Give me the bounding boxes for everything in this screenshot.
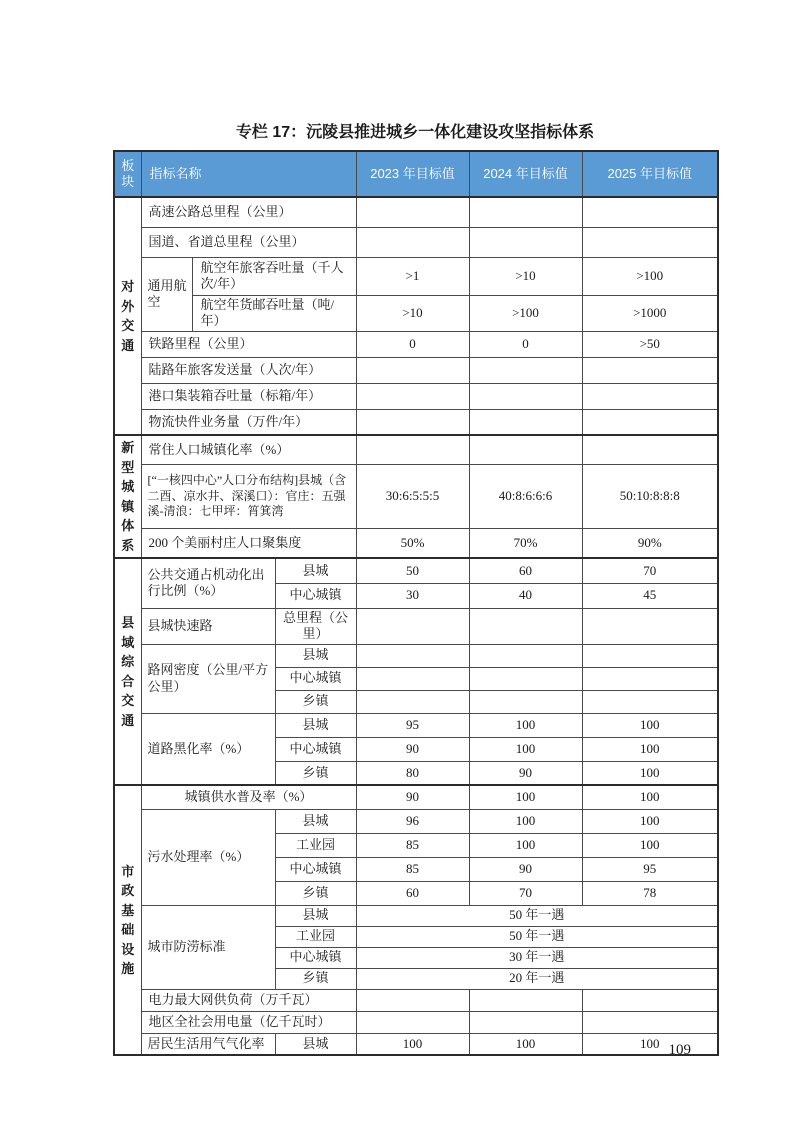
indicator-name-cell: 港口集装箱吞吐量（标箱/年） bbox=[141, 383, 356, 409]
value-2024-cell: 40 bbox=[469, 583, 582, 608]
section-label bbox=[114, 558, 141, 785]
indicator-sub-cell: 总里程（公里） bbox=[275, 608, 356, 644]
value-2023-cell: 50 bbox=[356, 558, 469, 583]
indicator-name-cell: 200 个美丽村庄人口聚集度 bbox=[141, 528, 356, 558]
header-section-col: 板块 bbox=[114, 151, 141, 197]
section-label bbox=[114, 785, 141, 1055]
indicator-name-cell: 铁路里程（公里） bbox=[141, 331, 356, 357]
indicator-group-cell: 城市防涝标准 bbox=[141, 905, 275, 989]
indicator-sub-cell: 乡镇 bbox=[275, 881, 356, 905]
indicator-sub-cell: 县城 bbox=[275, 644, 356, 667]
section-external-transport bbox=[114, 197, 718, 435]
table-row bbox=[114, 713, 718, 737]
value-2024-cell: >100 bbox=[469, 295, 582, 331]
table-row bbox=[114, 528, 718, 558]
value-2025-cell: 100 bbox=[582, 713, 718, 737]
value-2023-cell bbox=[356, 383, 469, 409]
indicator-sub-cell: 航空年旅客吞吐量（千人次/年） bbox=[192, 257, 356, 295]
header-2023-col: 2023 年目标值 bbox=[356, 151, 469, 197]
indicator-sub-cell: 中心城镇 bbox=[275, 857, 356, 881]
value-2024-cell bbox=[469, 608, 582, 644]
indicator-name-cell: 国道、省道总里程（公里） bbox=[141, 227, 356, 257]
value-2025-cell: >50 bbox=[582, 331, 718, 357]
value-2023-cell: 0 bbox=[356, 331, 469, 357]
indicator-sub-cell: 县城 bbox=[275, 1033, 356, 1055]
page-title: 专栏 17：沅陵县推进城乡一体化建设攻坚指标体系 bbox=[235, 124, 595, 141]
value-2024-cell: 40:8:6:6:6 bbox=[469, 465, 582, 529]
value-2025-cell bbox=[582, 1011, 718, 1033]
value-2023-cell: 95 bbox=[356, 713, 469, 737]
value-2023-cell bbox=[356, 989, 469, 1011]
table-row bbox=[114, 809, 718, 833]
indicator-group-cell: 公共交通占机动化出行比例（%） bbox=[141, 558, 275, 608]
indicator-group-cell: 道路黑化率（%） bbox=[141, 713, 275, 785]
table-row bbox=[114, 989, 718, 1011]
value-2024-cell: 90 bbox=[469, 857, 582, 881]
value-2025-cell: 100 bbox=[582, 761, 718, 785]
indicator-sub-cell: 航空年货邮吞吐量（吨/年） bbox=[192, 295, 356, 331]
indicator-sub-cell: 县城 bbox=[275, 905, 356, 926]
table-row bbox=[114, 197, 718, 227]
indicator-sub-cell: 中心城镇 bbox=[275, 667, 356, 690]
value-2023-cell bbox=[356, 690, 469, 713]
section-municipal-infrastructure bbox=[114, 785, 718, 1055]
value-2023-cell: 50% bbox=[356, 528, 469, 558]
indicator-name-cell: 陆路年旅客发送量（人次/年） bbox=[141, 357, 356, 383]
table-row bbox=[114, 785, 718, 809]
value-2023-cell bbox=[356, 667, 469, 690]
value-2025-cell: >100 bbox=[582, 257, 718, 295]
value-2024-cell bbox=[469, 197, 582, 227]
indicator-name-cell: 高速公路总里程（公里） bbox=[141, 197, 356, 227]
value-2025-cell: 100 bbox=[582, 737, 718, 761]
value-2024-cell: 100 bbox=[469, 1033, 582, 1055]
value-2024-cell bbox=[469, 409, 582, 435]
value-2025-cell: 50:10:8:8:8 bbox=[582, 465, 718, 529]
value-2024-cell bbox=[469, 989, 582, 1011]
section-label bbox=[114, 435, 141, 558]
table-header bbox=[114, 151, 718, 197]
indicator-sub-cell: 中心城镇 bbox=[275, 737, 356, 761]
header-2025-col: 2025 年目标值 bbox=[582, 151, 718, 197]
table-row bbox=[114, 227, 718, 257]
value-2025-cell bbox=[582, 383, 718, 409]
section-label bbox=[114, 197, 141, 435]
value-2024-cell bbox=[469, 227, 582, 257]
table-row bbox=[114, 905, 718, 926]
value-2023-cell: 85 bbox=[356, 833, 469, 857]
table-row bbox=[114, 295, 718, 331]
value-2023-cell: 60 bbox=[356, 881, 469, 905]
section-label-text: 县域综合交通 bbox=[121, 615, 135, 728]
table-row bbox=[114, 644, 718, 667]
value-2024-cell: 90 bbox=[469, 761, 582, 785]
indicator-group-cell: 通用航空 bbox=[141, 257, 192, 331]
value-2024-cell: 100 bbox=[469, 809, 582, 833]
indicator-group-cell: 污水处理率（%） bbox=[141, 809, 275, 905]
value-2024-cell bbox=[469, 667, 582, 690]
value-2024-cell bbox=[469, 1011, 582, 1033]
value-span-cell: 20 年一遇 bbox=[356, 968, 718, 989]
indicator-sub-cell: 中心城镇 bbox=[275, 947, 356, 968]
value-2023-cell bbox=[356, 227, 469, 257]
header-indicator-col: 指标名称 bbox=[141, 151, 356, 197]
value-2024-cell: >10 bbox=[469, 257, 582, 295]
value-2025-cell: 100 bbox=[582, 833, 718, 857]
value-2024-cell: 100 bbox=[469, 833, 582, 857]
value-2025-cell bbox=[582, 357, 718, 383]
value-2023-cell bbox=[356, 435, 469, 465]
indicator-sub-cell: 乡镇 bbox=[275, 761, 356, 785]
table-row bbox=[114, 1033, 718, 1055]
indicator-group-cell: 县城快速路 bbox=[141, 608, 275, 644]
value-2025-cell: 95 bbox=[582, 857, 718, 881]
indicator-name-cell: 电力最大网供负荷（万千瓦） bbox=[141, 989, 356, 1011]
value-span-cell: 50 年一遇 bbox=[356, 905, 718, 926]
indicator-name-cell: 城镇供水普及率（%） bbox=[141, 785, 356, 809]
indicator-group-cell: 居民生活用气气化率 bbox=[141, 1033, 275, 1055]
table-row bbox=[114, 357, 718, 383]
header-row bbox=[114, 151, 718, 197]
table-row bbox=[114, 409, 718, 435]
value-2024-cell: 100 bbox=[469, 737, 582, 761]
indicator-name-cell: 常住人口城镇化率（%） bbox=[141, 435, 356, 465]
value-2025-cell bbox=[582, 644, 718, 667]
value-2023-cell: 96 bbox=[356, 809, 469, 833]
value-2023-cell bbox=[356, 644, 469, 667]
value-2024-cell bbox=[469, 383, 582, 409]
indicator-sub-cell: 工业园 bbox=[275, 926, 356, 947]
value-2023-cell bbox=[356, 197, 469, 227]
value-2025-cell bbox=[582, 608, 718, 644]
value-2024-cell: 0 bbox=[469, 331, 582, 357]
indicator-sub-cell: 县城 bbox=[275, 809, 356, 833]
indicator-name-cell: [“一核四中心”人口分布结构]县城（含二酉、凉水井、深溪口）：官庄：五强溪-清浪：七甲坪：筲箕湾 bbox=[141, 465, 356, 529]
value-2023-cell: 90 bbox=[356, 737, 469, 761]
value-2025-cell: 78 bbox=[582, 881, 718, 905]
value-2023-cell: >10 bbox=[356, 295, 469, 331]
indicator-sub-cell: 乡镇 bbox=[275, 968, 356, 989]
value-2023-cell bbox=[356, 409, 469, 435]
section-label-text: 对外交通 bbox=[121, 279, 135, 353]
indicator-table bbox=[113, 150, 719, 1056]
table-row bbox=[114, 331, 718, 357]
value-2025-cell bbox=[582, 409, 718, 435]
value-2025-cell bbox=[582, 197, 718, 227]
indicator-sub-cell: 县城 bbox=[275, 713, 356, 737]
table-row bbox=[114, 558, 718, 583]
indicator-name-cell: 物流快件业务量（万件/年） bbox=[141, 409, 356, 435]
value-2023-cell: 90 bbox=[356, 785, 469, 809]
table-row bbox=[114, 383, 718, 409]
header-2024-col: 2024 年目标值 bbox=[469, 151, 582, 197]
value-2025-cell bbox=[582, 435, 718, 465]
value-2024-cell bbox=[469, 644, 582, 667]
indicator-group-cell: 路网密度（公里/平方公里） bbox=[141, 644, 275, 713]
section-new-urban-system bbox=[114, 435, 718, 558]
section-label-text: 新型城镇体系 bbox=[121, 440, 135, 553]
indicator-sub-cell: 中心城镇 bbox=[275, 583, 356, 608]
section-label-text: 市政基础设施 bbox=[121, 863, 135, 976]
indicator-sub-cell: 县城 bbox=[275, 558, 356, 583]
value-2024-cell: 60 bbox=[469, 558, 582, 583]
value-2025-cell bbox=[582, 690, 718, 713]
table-row bbox=[114, 435, 718, 465]
value-2024-cell: 70% bbox=[469, 528, 582, 558]
value-2023-cell: >1 bbox=[356, 257, 469, 295]
value-2024-cell bbox=[469, 435, 582, 465]
value-2025-cell: 100 bbox=[582, 1033, 718, 1055]
value-2025-cell: 70 bbox=[582, 558, 718, 583]
value-2025-cell bbox=[582, 227, 718, 257]
indicator-name-cell: 地区全社会用电量（亿千瓦时） bbox=[141, 1011, 356, 1033]
value-2023-cell bbox=[356, 357, 469, 383]
value-2025-cell: 90% bbox=[582, 528, 718, 558]
value-2025-cell: >1000 bbox=[582, 295, 718, 331]
value-2023-cell: 30 bbox=[356, 583, 469, 608]
table-row bbox=[114, 1011, 718, 1033]
table-row bbox=[114, 257, 718, 295]
value-2023-cell: 80 bbox=[356, 761, 469, 785]
section-county-transport bbox=[114, 558, 718, 785]
value-2024-cell: 70 bbox=[469, 881, 582, 905]
table-row bbox=[114, 465, 718, 529]
value-span-cell: 30 年一遇 bbox=[356, 947, 718, 968]
value-2025-cell: 45 bbox=[582, 583, 718, 608]
value-2024-cell: 100 bbox=[469, 713, 582, 737]
value-2023-cell: 85 bbox=[356, 857, 469, 881]
value-2023-cell: 30:6:5:5:5 bbox=[356, 465, 469, 529]
value-2025-cell: 100 bbox=[582, 809, 718, 833]
page-number: 109 bbox=[668, 1042, 691, 1058]
value-span-cell: 50 年一遇 bbox=[356, 926, 718, 947]
table-row bbox=[114, 608, 718, 644]
value-2023-cell bbox=[356, 608, 469, 644]
value-2025-cell bbox=[582, 667, 718, 690]
value-2024-cell: 100 bbox=[469, 785, 582, 809]
indicator-sub-cell: 乡镇 bbox=[275, 690, 356, 713]
value-2023-cell: 100 bbox=[356, 1033, 469, 1055]
value-2025-cell bbox=[582, 989, 718, 1011]
indicator-sub-cell: 工业园 bbox=[275, 833, 356, 857]
value-2025-cell: 100 bbox=[582, 785, 718, 809]
value-2024-cell bbox=[469, 357, 582, 383]
value-2024-cell bbox=[469, 690, 582, 713]
value-2023-cell bbox=[356, 1011, 469, 1033]
